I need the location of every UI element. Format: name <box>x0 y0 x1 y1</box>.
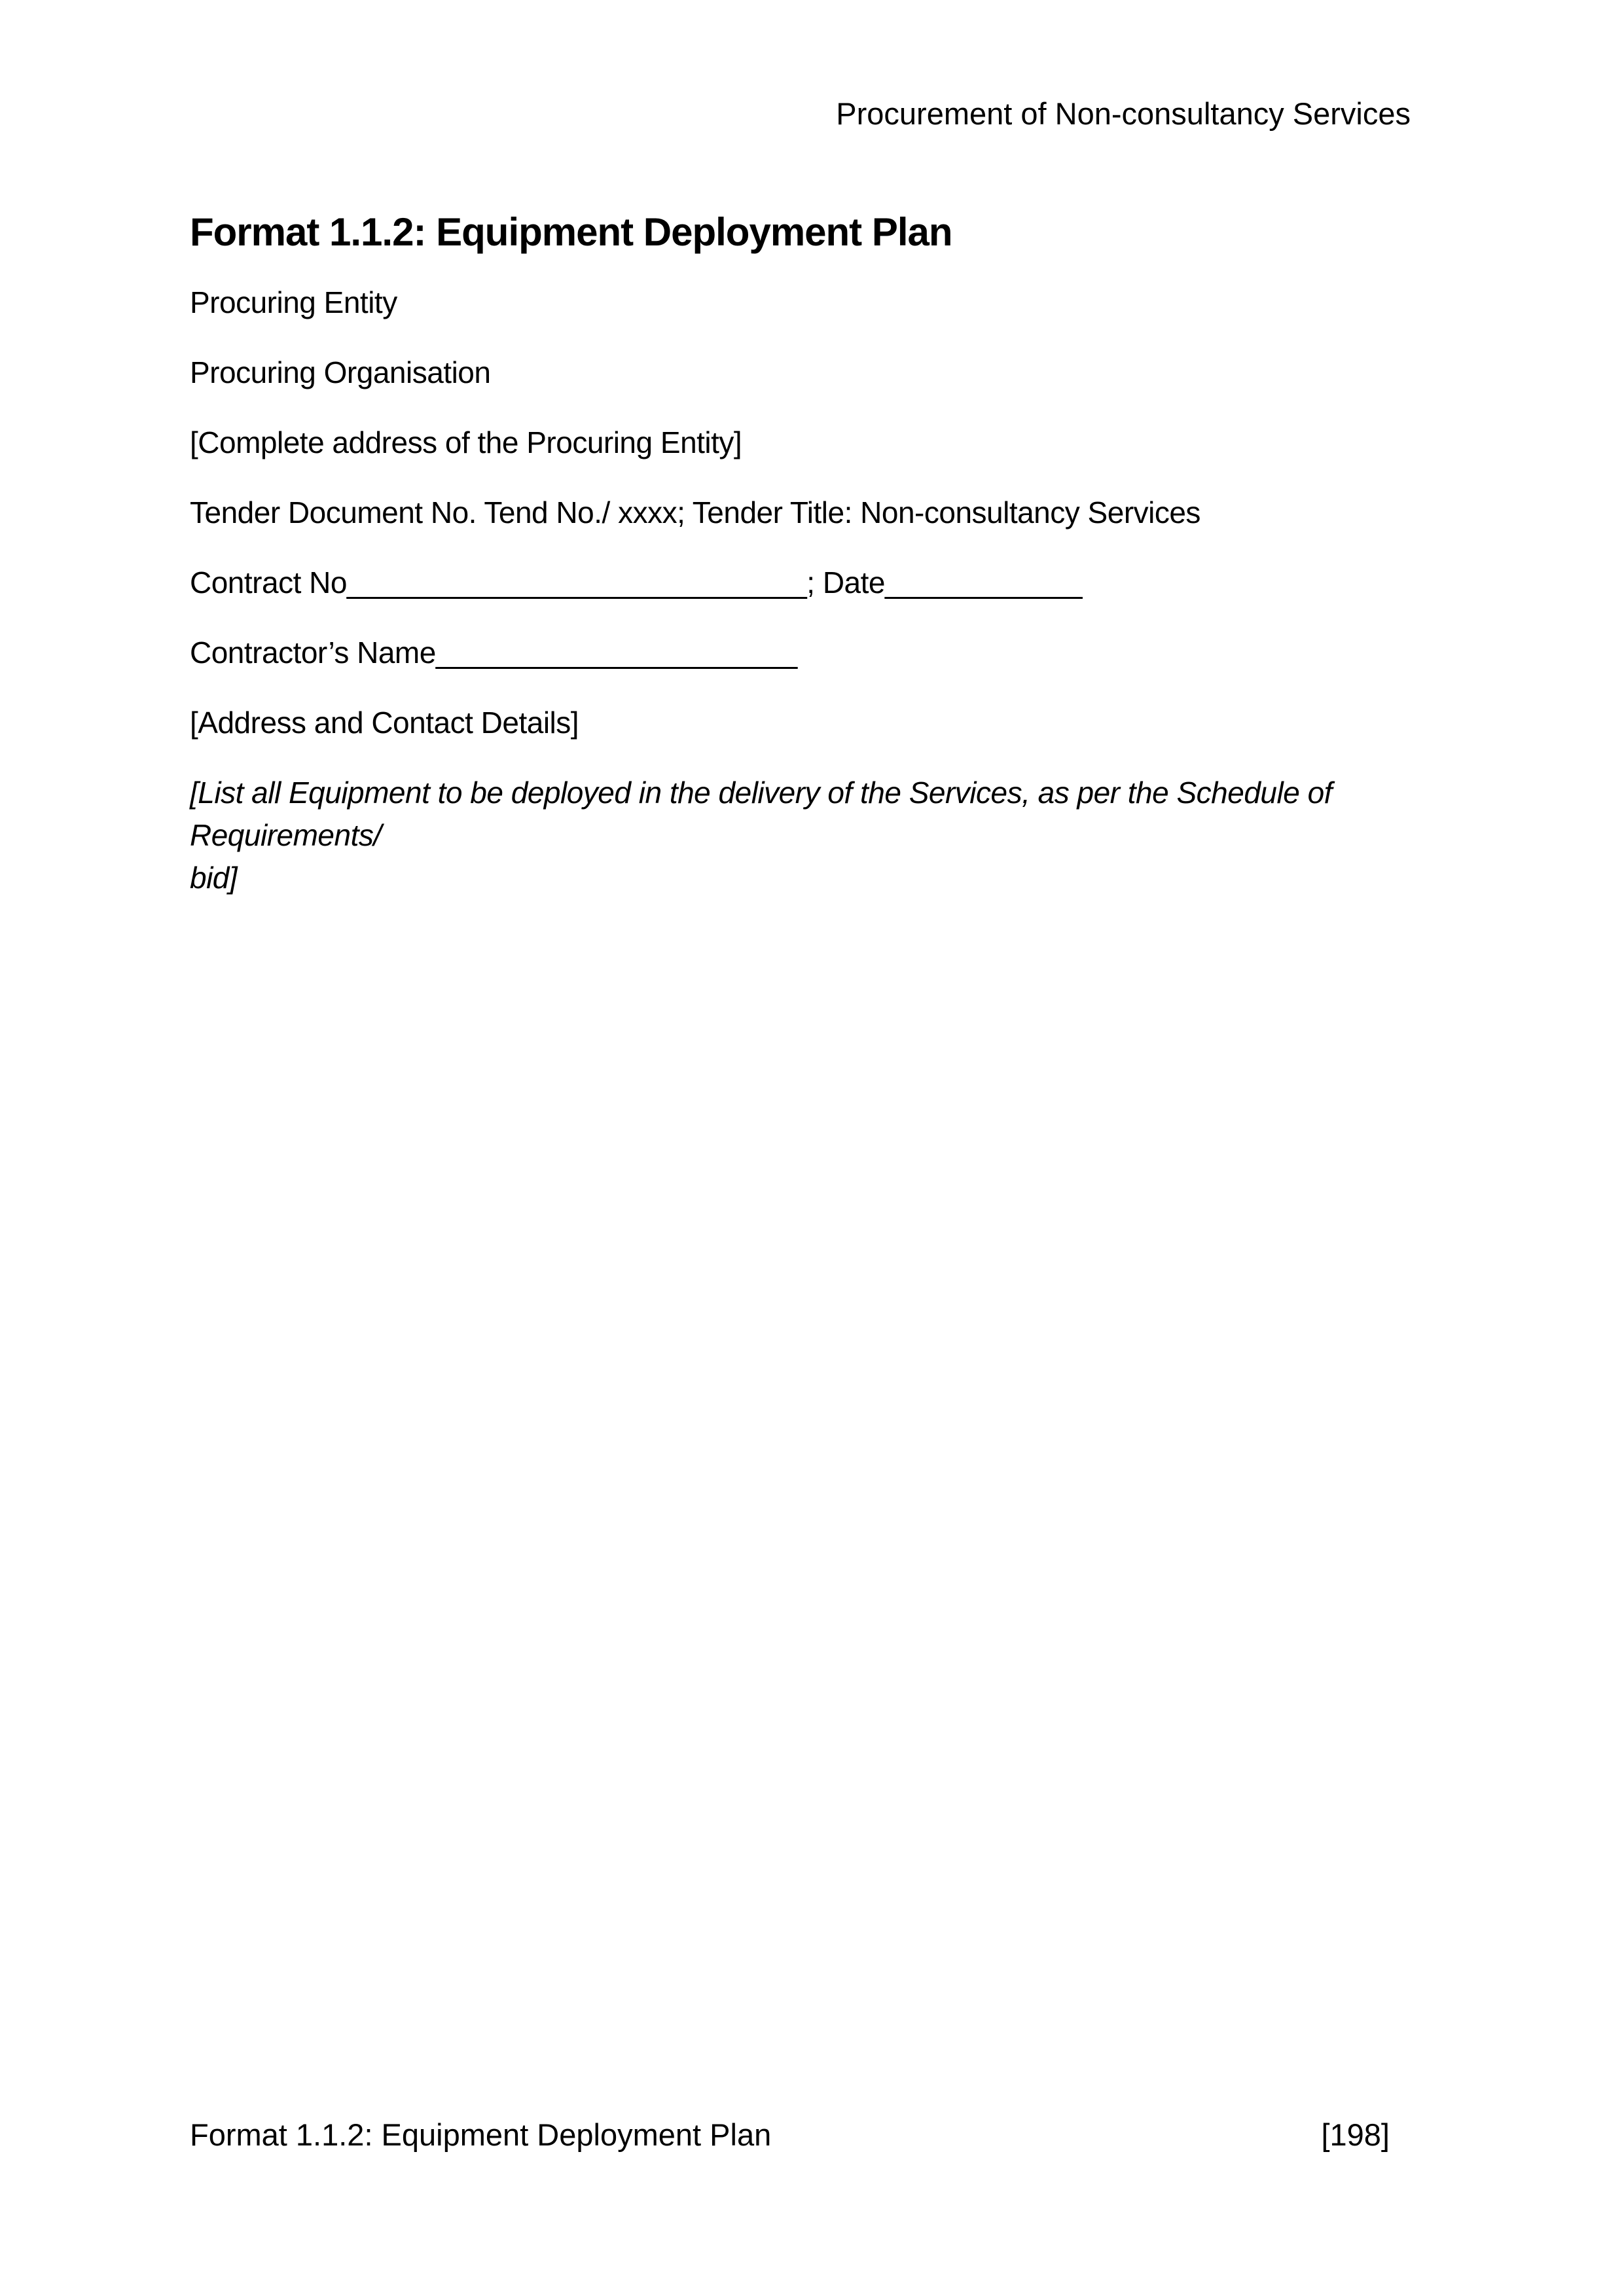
equipment-list-note-line2: bid] <box>190 861 238 895</box>
paragraph-procuring-entity-address: [Complete address of the Procuring Entity] <box>190 425 742 459</box>
page-header: Procurement of Non-consultancy Services <box>836 96 1411 131</box>
equipment-list-note-line1: [List all Equipment to be deployed in the delivery of the Services, as per the Schedule of Requirements/ <box>190 776 1332 852</box>
paragraph-contractor-name: Contractor’s Name______________________ <box>190 636 797 670</box>
footer-document-title: Format 1.1.2: Equipment Deployment Plan <box>190 2117 772 2152</box>
paragraph-address-contact-details: [Address and Contact Details] <box>190 706 579 740</box>
paragraph-procuring-entity: Procuring Entity <box>190 285 397 319</box>
paragraph-equipment-list-note <box>190 772 1437 899</box>
document-title: Format 1.1.2: Equipment Deployment Plan <box>190 210 952 254</box>
paragraph-contract-no-date: Contract No____________________________; Date____________ <box>190 565 1082 600</box>
footer-page-number: [198] <box>1321 2117 1390 2152</box>
paragraph-procuring-organisation: Procuring Organisation <box>190 355 491 389</box>
page-footer <box>190 2117 1390 2153</box>
document-body <box>190 207 1437 927</box>
paragraph-tender-document: Tender Document No. Tend No./ xxxx; Tender Title: Non-consultancy Services <box>190 495 1200 529</box>
